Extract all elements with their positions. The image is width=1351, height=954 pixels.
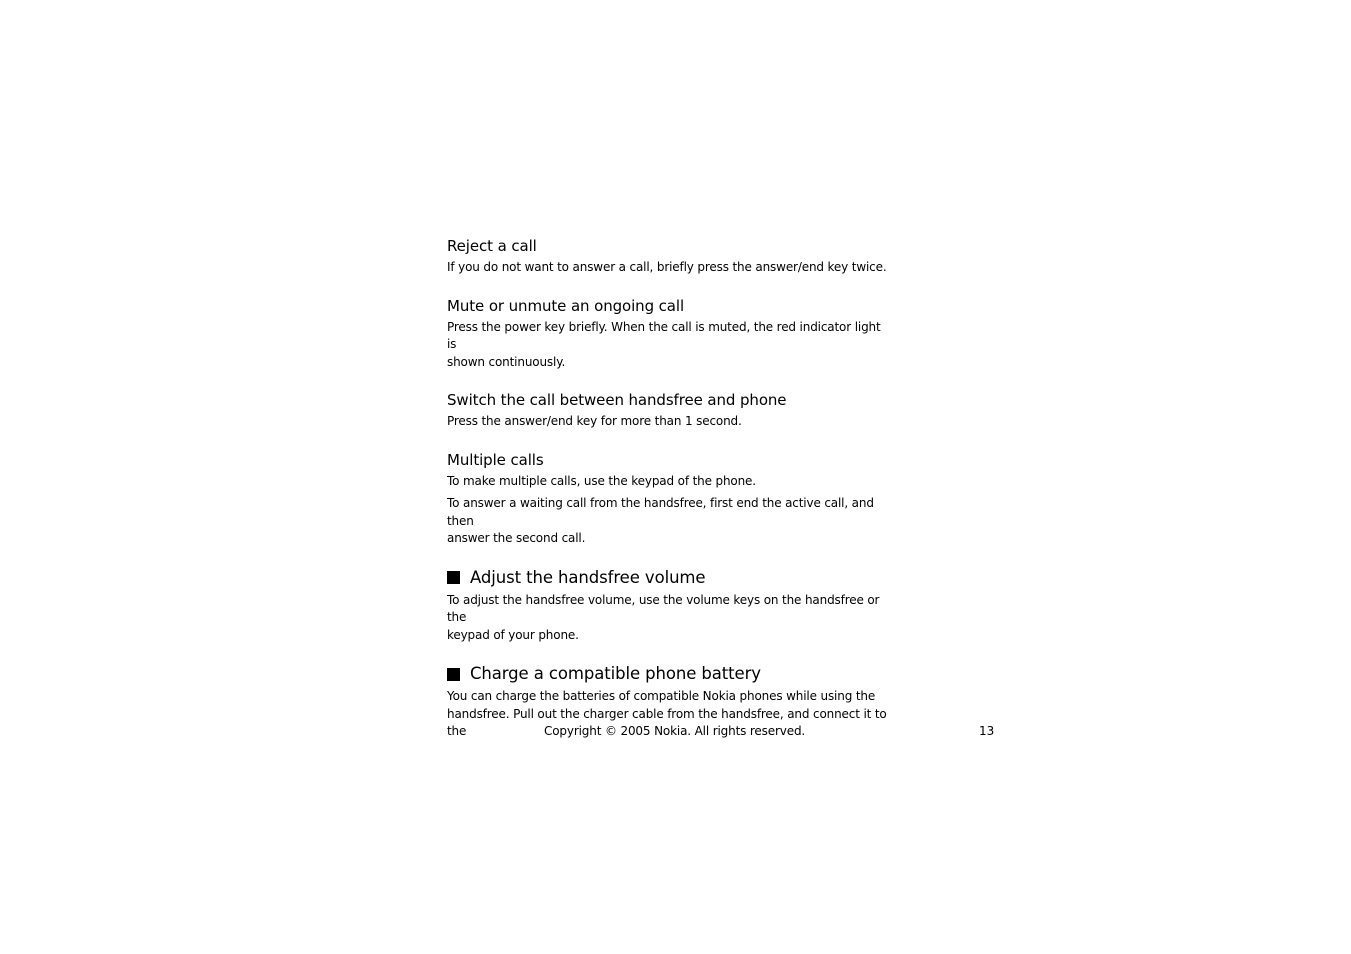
heading-multiple-calls: Multiple calls (447, 450, 544, 469)
heading-text: Adjust the handsfree volume (470, 567, 706, 587)
footer-copyright: Copyright © 2005 Nokia. All rights reserved. (544, 724, 806, 738)
paragraph-multiple-calls-2 (447, 495, 892, 548)
section-reject-call (447, 236, 892, 277)
paragraph-line: To adjust the handsfree volume, use the volume keys on the handsfree or the (447, 592, 880, 624)
paragraph-multiple-calls-1: To make multiple calls, use the keypad of the phone. (447, 473, 756, 488)
section-mute-call (447, 296, 892, 372)
page-number: 13 (979, 724, 995, 738)
square-bullet-icon (447, 668, 460, 681)
section-adjust-volume (447, 567, 892, 645)
paragraph-line: keypad of your phone. (447, 627, 579, 642)
heading-charge-battery (447, 663, 892, 685)
paragraph-reject-call: If you do not want to answer a call, briefly press the answer/end key twice. (447, 260, 887, 274)
section-switch-call (447, 390, 892, 431)
paragraph-line: shown continuously. (447, 354, 566, 369)
paragraph-mute-call (447, 319, 892, 372)
heading-mute-call: Mute or unmute an ongoing call (447, 296, 685, 315)
section-multiple-calls (447, 450, 892, 548)
heading-adjust-volume (447, 567, 892, 589)
heading-reject-call: Reject a call (447, 237, 537, 255)
square-bullet-icon (447, 571, 460, 584)
paragraph-line: handsfree. Pull out the charger cable from the handsfree, and connect it to the (447, 706, 887, 738)
document-content (447, 236, 892, 760)
paragraph-adjust-volume (447, 592, 892, 645)
paragraph-line: answer the second call. (447, 531, 586, 545)
heading-switch-call: Switch the call between handsfree and phone (447, 391, 787, 409)
paragraph-line: To answer a waiting call from the handsfree, first end the active call, and then (447, 496, 874, 528)
heading-text: Charge a compatible phone battery (470, 664, 761, 683)
paragraph-switch-call: Press the answer/end key for more than 1 second. (447, 414, 742, 428)
paragraph-line: You can charge the batteries of compatible Nokia phones while using the (447, 689, 876, 703)
paragraph-line: Press the power key briefly. When the call is muted, the red indicator light is (447, 319, 881, 351)
